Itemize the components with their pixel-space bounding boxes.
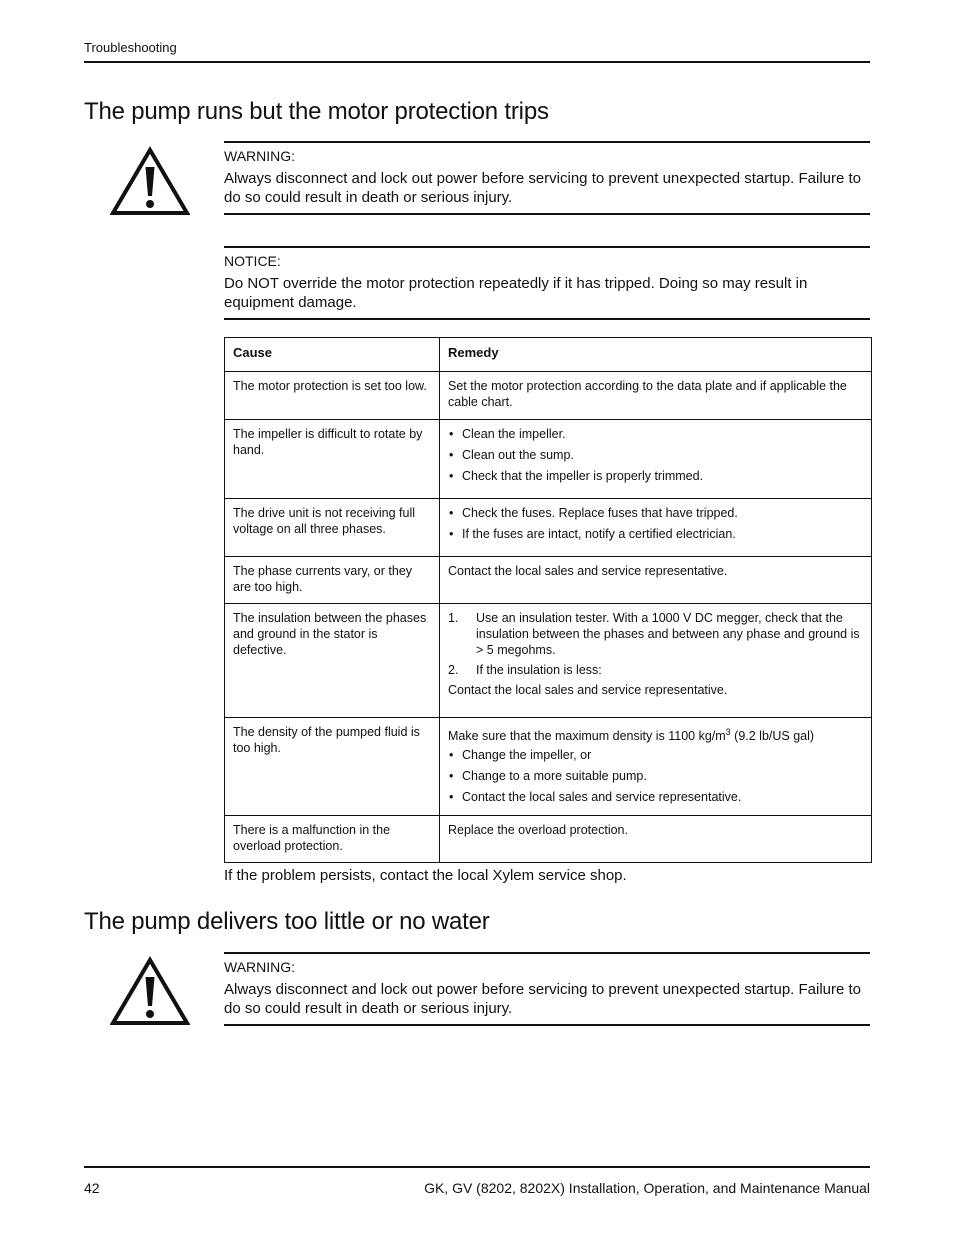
cause-cell: There is a malfunction in the overload protection.: [225, 816, 440, 863]
table-row: [225, 718, 872, 816]
warning-callout: [224, 952, 870, 1026]
warning-text: Always disconnect and lock out power before servicing to prevent unexpected startup. Failure to do so could result in death or serious injury.: [224, 170, 862, 206]
list-item: [448, 610, 863, 658]
remedy-cell: [440, 499, 872, 557]
running-header: Troubleshooting: [84, 40, 870, 63]
step-subtext: Contact the local sales and service representative.: [448, 683, 728, 697]
superscript: 3: [725, 727, 731, 737]
section-title-too-little-water: The pump delivers too little or no water: [84, 908, 490, 935]
after-table-note: If the problem persists, contact the local Xylem service shop.: [224, 867, 627, 884]
remedy-cell: [440, 420, 872, 499]
warning-label: WARNING:: [224, 148, 296, 164]
cause-cell: The motor protection is set too low.: [225, 372, 440, 420]
remedy-intro: Make sure that the maximum density is 1100 $kg/m^3$ (9.2 lb/US gal): [448, 727, 815, 744]
remedy-cell: Contact the local sales and service representative.: [440, 557, 872, 604]
warning-triangle-icon: [110, 956, 190, 1026]
list-item: • Clean out the sump.: [448, 447, 863, 463]
list-item: • Change the impeller, or: [448, 747, 863, 763]
list-item: • Check that the impeller is properly trimmed.: [448, 468, 863, 484]
remedy-bullet-list: [448, 426, 863, 484]
remedy-cell: Replace the overload protection.: [440, 816, 872, 863]
warning-triangle-icon: [110, 146, 190, 216]
cause-cell: The drive unit is not receiving full voltage on all three phases.: [225, 499, 440, 557]
table-row: [225, 499, 872, 557]
step-number: 2.: [448, 663, 459, 677]
warning-label: WARNING:: [224, 959, 296, 975]
cause-cell: The density of the pumped fluid is too high.: [225, 718, 440, 816]
table-row: [225, 420, 872, 499]
list-item: • Change to a more suitable pump.: [448, 768, 863, 784]
remedy-cell: [440, 718, 872, 816]
table-row: [225, 816, 872, 863]
list-item: • Clean the impeller.: [448, 426, 863, 442]
footer-divider: [84, 1166, 870, 1168]
table-row: [225, 557, 872, 604]
cause-cell: The phase currents vary, or they are too high.: [225, 557, 440, 604]
column-header-remedy: Remedy: [440, 338, 872, 372]
list-item: [448, 662, 863, 678]
list-item: • If the fuses are intact, notify a certified electrician.: [448, 526, 863, 542]
remedy-bullet-list: [448, 505, 863, 542]
cause-cell: The impeller is difficult to rotate by hand.: [225, 420, 440, 499]
remedy-bullet-list: [448, 747, 863, 805]
cause-cell: The insulation between the phases and ground in the stator is defective.: [225, 604, 440, 718]
page-number: 42: [84, 1180, 100, 1196]
step-text: Use an insulation tester. With a 1000 V DC megger, check that the insulation between the phases and between any phase and ground is > 5 megohms.: [476, 611, 860, 657]
table-row: [225, 604, 872, 718]
notice-label: NOTICE:: [224, 253, 281, 269]
cause-remedy-table: [224, 337, 872, 863]
remedy-numbered-list: [448, 610, 863, 678]
step-text: If the insulation is less:: [476, 663, 602, 677]
step-number: 1.: [448, 611, 459, 625]
table-row: [225, 372, 872, 420]
warning-callout: [224, 141, 870, 215]
remedy-cell: [440, 604, 872, 718]
table-header-row: [225, 338, 872, 372]
list-item: • Contact the local sales and service representative.: [448, 789, 863, 805]
manual-title: GK, GV (8202, 8202X) Installation, Operation, and Maintenance Manual: [424, 1180, 870, 1196]
notice-text: Do NOT override the motor protection repeatedly if it has tripped. Doing so may result in equipment damage.: [224, 275, 808, 311]
remedy-cell: Set the motor protection according to the data plate and if applicable the cable chart.: [440, 372, 872, 420]
warning-text: Always disconnect and lock out power before servicing to prevent unexpected startup. Failure to do so could result in death or serious injury.: [224, 981, 862, 1017]
list-item: • Check the fuses. Replace fuses that have tripped.: [448, 505, 863, 521]
section-title-motor-protection: The pump runs but the motor protection trips: [84, 98, 549, 125]
notice-callout: [224, 246, 870, 320]
column-header-cause: Cause: [225, 338, 440, 372]
